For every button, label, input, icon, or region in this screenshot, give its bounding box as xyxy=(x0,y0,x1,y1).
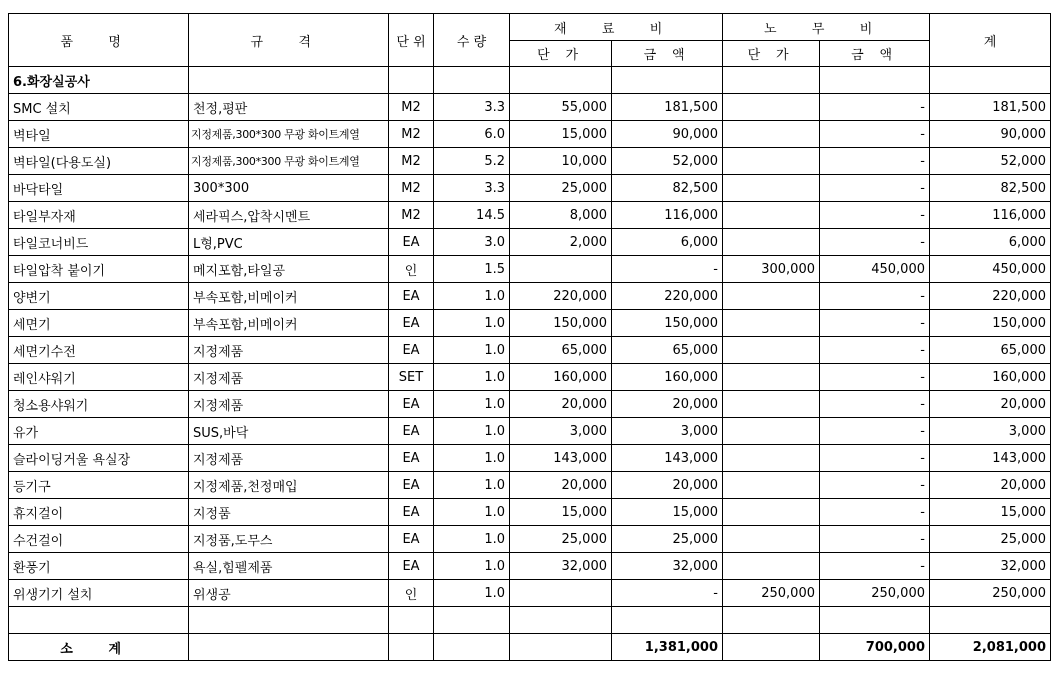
material-unit-price: 15,000 xyxy=(510,121,612,148)
item-name: 벽타일(다용도실) xyxy=(9,148,189,175)
item-unit: EA xyxy=(389,229,434,256)
table-row xyxy=(9,472,1051,499)
item-spec: 지정품 xyxy=(189,499,389,526)
subtotal-material-amount: 1,381,000 xyxy=(612,634,723,661)
material-amount: 3,000 xyxy=(612,418,723,445)
labor-amount: - xyxy=(820,553,930,580)
material-amount: 52,000 xyxy=(612,148,723,175)
labor-unit-price: 250,000 xyxy=(723,580,820,607)
material-unit-price: 32,000 xyxy=(510,553,612,580)
table-row xyxy=(9,418,1051,445)
subtotal-row xyxy=(9,634,1051,661)
item-spec: 메지포함,타일공 xyxy=(189,256,389,283)
item-qty: 1.0 xyxy=(434,310,510,337)
material-amount: 25,000 xyxy=(612,526,723,553)
item-qty: 5.2 xyxy=(434,148,510,175)
item-spec: SUS,바닥 xyxy=(189,418,389,445)
item-spec: 지정제품 xyxy=(189,337,389,364)
labor-unit-price xyxy=(723,202,820,229)
item-qty: 14.5 xyxy=(434,202,510,229)
item-name: 타일코너비드 xyxy=(9,229,189,256)
table-row xyxy=(9,337,1051,364)
item-qty: 3.3 xyxy=(434,94,510,121)
material-amount: 32,000 xyxy=(612,553,723,580)
item-spec: 지정제품,천정매입 xyxy=(189,472,389,499)
row-total: 181,500 xyxy=(930,94,1051,121)
item-spec: 지정제품,300*300 무광 화이트계열 xyxy=(189,148,389,175)
table-row xyxy=(9,553,1051,580)
item-name: 환풍기 xyxy=(9,553,189,580)
table-row xyxy=(9,283,1051,310)
item-unit: M2 xyxy=(389,175,434,202)
table-row xyxy=(9,499,1051,526)
row-total: 25,000 xyxy=(930,526,1051,553)
labor-amount: 450,000 xyxy=(820,256,930,283)
material-amount: 82,500 xyxy=(612,175,723,202)
material-unit-price: 20,000 xyxy=(510,472,612,499)
empty-cell xyxy=(723,634,820,661)
table-row xyxy=(9,148,1051,175)
item-unit: EA xyxy=(389,499,434,526)
item-qty: 1.0 xyxy=(434,337,510,364)
material-unit-price: 55,000 xyxy=(510,94,612,121)
header-labor-unit-price: 단 가 xyxy=(723,41,820,67)
item-qty: 1.0 xyxy=(434,553,510,580)
material-amount: 6,000 xyxy=(612,229,723,256)
labor-amount: 250,000 xyxy=(820,580,930,607)
item-unit: M2 xyxy=(389,94,434,121)
material-unit-price: 25,000 xyxy=(510,526,612,553)
material-amount: 65,000 xyxy=(612,337,723,364)
item-spec: 부속포함,비메이커 xyxy=(189,310,389,337)
item-unit: EA xyxy=(389,310,434,337)
labor-amount: - xyxy=(820,337,930,364)
labor-unit-price xyxy=(723,499,820,526)
item-unit: EA xyxy=(389,445,434,472)
table-row xyxy=(9,364,1051,391)
material-unit-price: 65,000 xyxy=(510,337,612,364)
header-labor: 노 무 비 xyxy=(723,14,930,41)
labor-unit-price xyxy=(723,526,820,553)
material-amount: - xyxy=(612,580,723,607)
row-total: 220,000 xyxy=(930,283,1051,310)
row-total: 65,000 xyxy=(930,337,1051,364)
item-qty: 3.0 xyxy=(434,229,510,256)
header-material-amount: 금 액 xyxy=(612,41,723,67)
header-unit: 단 위 xyxy=(389,14,434,67)
table-row xyxy=(9,175,1051,202)
material-amount: 90,000 xyxy=(612,121,723,148)
labor-unit-price xyxy=(723,148,820,175)
table-row xyxy=(9,121,1051,148)
row-total: 450,000 xyxy=(930,256,1051,283)
item-spec: 지정제품 xyxy=(189,364,389,391)
item-name: 타일부자재 xyxy=(9,202,189,229)
item-unit: 인 xyxy=(389,580,434,607)
item-qty: 1.0 xyxy=(434,391,510,418)
labor-amount: - xyxy=(820,445,930,472)
item-unit: EA xyxy=(389,526,434,553)
header-total: 계 xyxy=(930,14,1051,67)
table-footer xyxy=(9,607,1051,661)
labor-amount: - xyxy=(820,364,930,391)
item-spec: 위생공 xyxy=(189,580,389,607)
labor-unit-price xyxy=(723,175,820,202)
material-unit-price: 160,000 xyxy=(510,364,612,391)
table-row xyxy=(9,310,1051,337)
labor-amount: - xyxy=(820,202,930,229)
item-spec: 300*300 xyxy=(189,175,389,202)
item-unit: M2 xyxy=(389,121,434,148)
item-spec: 지정품,도무스 xyxy=(189,526,389,553)
material-amount: 181,500 xyxy=(612,94,723,121)
item-unit: EA xyxy=(389,418,434,445)
material-amount: 15,000 xyxy=(612,499,723,526)
row-total: 15,000 xyxy=(930,499,1051,526)
labor-unit-price xyxy=(723,391,820,418)
row-total: 3,000 xyxy=(930,418,1051,445)
item-unit: M2 xyxy=(389,202,434,229)
row-total: 20,000 xyxy=(930,391,1051,418)
item-qty: 1.0 xyxy=(434,283,510,310)
labor-amount: - xyxy=(820,418,930,445)
empty-cell xyxy=(820,607,930,634)
row-total: 150,000 xyxy=(930,310,1051,337)
header-qty: 수 량 xyxy=(434,14,510,67)
row-total: 143,000 xyxy=(930,445,1051,472)
blank-row xyxy=(9,607,1051,634)
table-row xyxy=(9,580,1051,607)
estimate-table xyxy=(8,13,1051,661)
subtotal-label: 소 계 xyxy=(9,634,189,661)
material-unit-price: 143,000 xyxy=(510,445,612,472)
empty-cell xyxy=(9,607,189,634)
labor-unit-price xyxy=(723,472,820,499)
labor-unit-price xyxy=(723,121,820,148)
item-name: 휴지걸이 xyxy=(9,499,189,526)
header-material: 재 료 비 xyxy=(510,14,723,41)
table-body xyxy=(9,67,1051,607)
row-total: 52,000 xyxy=(930,148,1051,175)
empty-cell xyxy=(930,607,1051,634)
item-qty: 1.0 xyxy=(434,526,510,553)
table-row xyxy=(9,229,1051,256)
item-qty: 6.0 xyxy=(434,121,510,148)
material-amount: 160,000 xyxy=(612,364,723,391)
item-name: 유가 xyxy=(9,418,189,445)
row-total: 90,000 xyxy=(930,121,1051,148)
labor-amount: - xyxy=(820,148,930,175)
table-row xyxy=(9,526,1051,553)
labor-amount: - xyxy=(820,283,930,310)
empty-cell xyxy=(189,607,389,634)
row-total: 250,000 xyxy=(930,580,1051,607)
empty-cell xyxy=(723,607,820,634)
item-unit: SET xyxy=(389,364,434,391)
row-total: 82,500 xyxy=(930,175,1051,202)
material-unit-price: 150,000 xyxy=(510,310,612,337)
empty-cell xyxy=(930,67,1051,94)
labor-amount: - xyxy=(820,94,930,121)
empty-cell xyxy=(612,607,723,634)
labor-unit-price xyxy=(723,553,820,580)
labor-amount: - xyxy=(820,175,930,202)
labor-amount: - xyxy=(820,472,930,499)
labor-amount: - xyxy=(820,310,930,337)
empty-cell xyxy=(189,634,389,661)
subtotal-total: 2,081,000 xyxy=(930,634,1051,661)
header-spec: 규 격 xyxy=(189,14,389,67)
labor-unit-price xyxy=(723,364,820,391)
labor-amount: - xyxy=(820,121,930,148)
material-amount: 143,000 xyxy=(612,445,723,472)
table-row xyxy=(9,202,1051,229)
item-unit: EA xyxy=(389,553,434,580)
material-amount: 20,000 xyxy=(612,472,723,499)
item-spec: 지정제품 xyxy=(189,391,389,418)
item-name: 벽타일 xyxy=(9,121,189,148)
empty-cell xyxy=(820,67,930,94)
header-labor-amount: 금 액 xyxy=(820,41,930,67)
material-unit-price: 15,000 xyxy=(510,499,612,526)
item-name: 슬라이딩거울 욕실장 xyxy=(9,445,189,472)
header-name: 품 명 xyxy=(9,14,189,67)
material-unit-price: 8,000 xyxy=(510,202,612,229)
subtotal-labor-amount: 700,000 xyxy=(820,634,930,661)
table-row xyxy=(9,391,1051,418)
item-qty: 1.0 xyxy=(434,580,510,607)
table-header xyxy=(9,14,1051,67)
empty-cell xyxy=(434,634,510,661)
material-unit-price: 2,000 xyxy=(510,229,612,256)
row-total: 6,000 xyxy=(930,229,1051,256)
empty-cell xyxy=(434,67,510,94)
item-name: 양변기 xyxy=(9,283,189,310)
item-unit: M2 xyxy=(389,148,434,175)
item-spec: 세라픽스,압착시멘트 xyxy=(189,202,389,229)
table-row xyxy=(9,94,1051,121)
table-row xyxy=(9,256,1051,283)
empty-cell xyxy=(723,67,820,94)
labor-amount: - xyxy=(820,499,930,526)
item-spec: 욕실,힘펠제품 xyxy=(189,553,389,580)
item-name: SMC 설치 xyxy=(9,94,189,121)
labor-amount: - xyxy=(820,229,930,256)
header-material-unit-price: 단 가 xyxy=(510,41,612,67)
empty-cell xyxy=(510,634,612,661)
row-total: 116,000 xyxy=(930,202,1051,229)
row-total: 160,000 xyxy=(930,364,1051,391)
empty-cell xyxy=(510,607,612,634)
labor-amount: - xyxy=(820,526,930,553)
item-unit: 인 xyxy=(389,256,434,283)
item-name: 타일압착 붙이기 xyxy=(9,256,189,283)
labor-amount: - xyxy=(820,391,930,418)
item-spec: 부속포함,비메이커 xyxy=(189,283,389,310)
empty-cell xyxy=(389,67,434,94)
item-name: 레인샤워기 xyxy=(9,364,189,391)
item-unit: EA xyxy=(389,337,434,364)
labor-unit-price: 300,000 xyxy=(723,256,820,283)
material-amount: 220,000 xyxy=(612,283,723,310)
item-qty: 1.0 xyxy=(434,445,510,472)
empty-cell xyxy=(434,607,510,634)
empty-cell xyxy=(510,67,612,94)
material-unit-price: 10,000 xyxy=(510,148,612,175)
item-name: 위생기기 설치 xyxy=(9,580,189,607)
material-unit-price: 3,000 xyxy=(510,418,612,445)
material-unit-price: 25,000 xyxy=(510,175,612,202)
section-title: 6.화장실공사 xyxy=(9,67,189,94)
labor-unit-price xyxy=(723,310,820,337)
empty-cell xyxy=(189,67,389,94)
item-name: 바닥타일 xyxy=(9,175,189,202)
labor-unit-price xyxy=(723,445,820,472)
empty-cell xyxy=(389,607,434,634)
item-spec: 지정제품,300*300 무광 화이트계열 xyxy=(189,121,389,148)
labor-unit-price xyxy=(723,337,820,364)
item-spec: L형,PVC xyxy=(189,229,389,256)
item-name: 세면기 xyxy=(9,310,189,337)
item-qty: 1.0 xyxy=(434,472,510,499)
item-name: 등기구 xyxy=(9,472,189,499)
table-row xyxy=(9,445,1051,472)
item-name: 세면기수전 xyxy=(9,337,189,364)
row-total: 32,000 xyxy=(930,553,1051,580)
labor-unit-price xyxy=(723,418,820,445)
material-unit-price: 220,000 xyxy=(510,283,612,310)
empty-cell xyxy=(389,634,434,661)
labor-unit-price xyxy=(723,283,820,310)
item-qty: 1.0 xyxy=(434,418,510,445)
material-unit-price xyxy=(510,580,612,607)
material-amount: 20,000 xyxy=(612,391,723,418)
section-row xyxy=(9,67,1051,94)
item-qty: 1.0 xyxy=(434,499,510,526)
item-unit: EA xyxy=(389,391,434,418)
item-qty: 1.5 xyxy=(434,256,510,283)
item-qty: 3.3 xyxy=(434,175,510,202)
item-unit: EA xyxy=(389,283,434,310)
empty-cell xyxy=(612,67,723,94)
material-amount: 116,000 xyxy=(612,202,723,229)
item-spec: 천정,평판 xyxy=(189,94,389,121)
material-unit-price: 20,000 xyxy=(510,391,612,418)
item-spec: 지정제품 xyxy=(189,445,389,472)
material-unit-price xyxy=(510,256,612,283)
item-unit: EA xyxy=(389,472,434,499)
item-name: 청소용샤워기 xyxy=(9,391,189,418)
item-name: 수건걸이 xyxy=(9,526,189,553)
item-qty: 1.0 xyxy=(434,364,510,391)
row-total: 20,000 xyxy=(930,472,1051,499)
labor-unit-price xyxy=(723,229,820,256)
material-amount: - xyxy=(612,256,723,283)
labor-unit-price xyxy=(723,94,820,121)
material-amount: 150,000 xyxy=(612,310,723,337)
